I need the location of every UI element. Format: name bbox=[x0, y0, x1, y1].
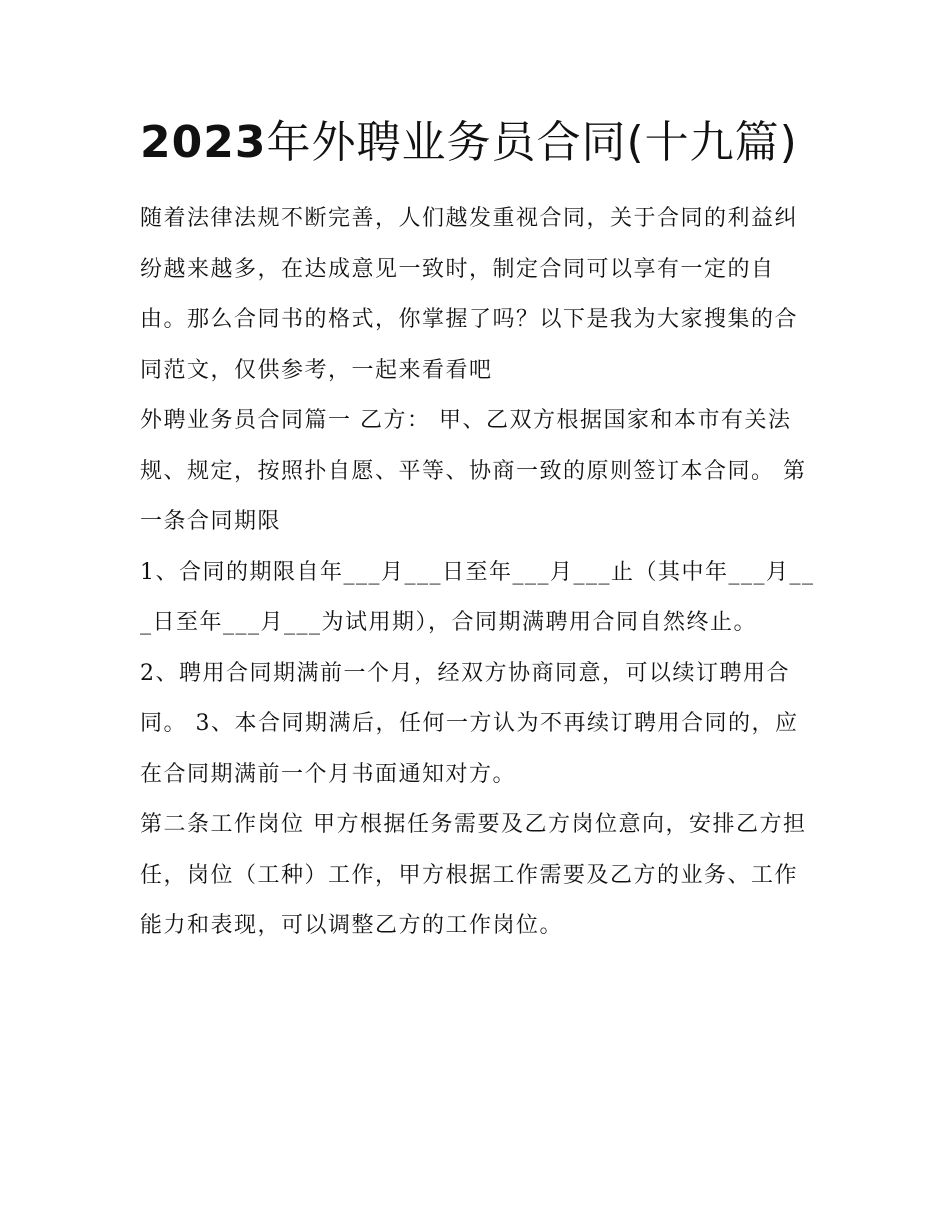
title-year: 2023 bbox=[140, 117, 267, 168]
contract-opening-paragraph: 外聘业务员合同篇一 乙方： 甲、乙双方根据国家和本市有关法规、规定，按照扑自愿、平等、协商一致的原则签订本合同。 第一条合同期限 bbox=[140, 408, 807, 534]
document-title bbox=[140, 112, 820, 174]
intro-paragraph: 随着法律法规不断完善，人们越发重视合同，关于合同的利益纠纷越来越多，在达成意见一致时，制定合同可以享有一定的自由。那么合同书的格式，你掌握了吗？以下是我为大家搜集的合同范文，仅供参考，一起来看看吧 bbox=[140, 206, 799, 383]
contract-term-clause-2-3: 2、聘用合同期满前一个月，经双方协商同意，可以续订聘用合同。 3、本合同期满后，任何一方认为不再续订聘用合同的，应在合同期满前一个月书面通知对方。 bbox=[140, 660, 799, 787]
contract-term-clause-1: 1、合同的期限自年___月___日至年___月___止（其中年___月___日至年___月___为试用期），合同期满聘用合同自然终止。 bbox=[140, 559, 815, 635]
title-text: 年外聘业务员合同(十九篇) bbox=[266, 117, 798, 168]
job-position-clause: 第二条工作岗位 甲方根据任务需要及乙方岗位意向，安排乙方担任，岗位（工种）工作，甲方根据工作需要及乙方的业务、工作能力和表现，可以调整乙方的工作岗位。 bbox=[140, 812, 807, 938]
